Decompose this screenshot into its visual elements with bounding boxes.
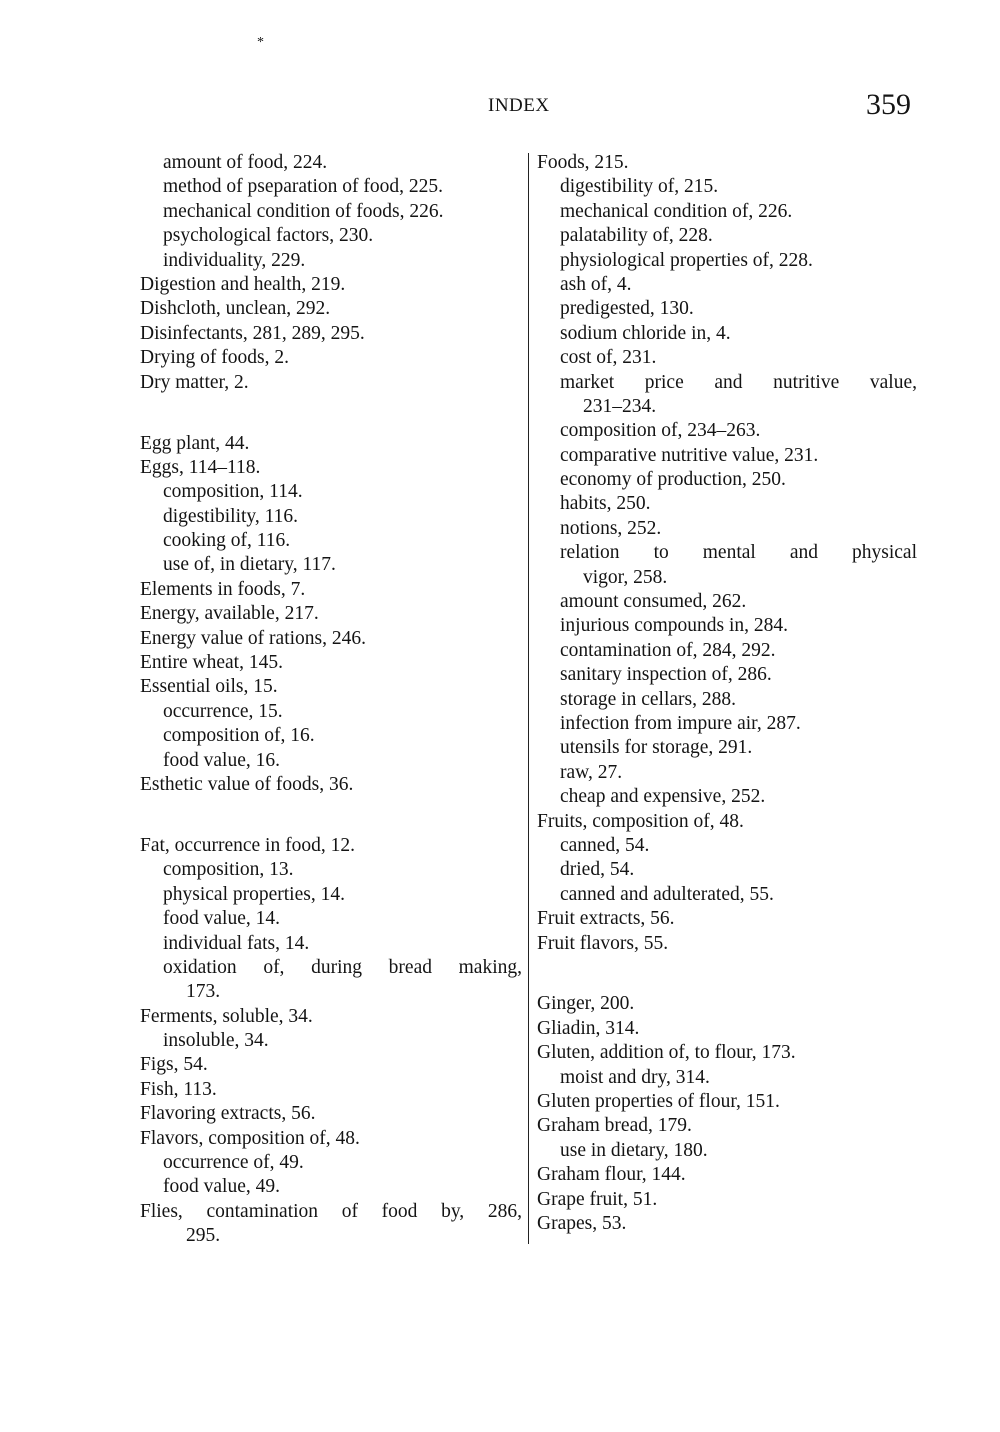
index-entry-continuation: 295. bbox=[186, 1225, 221, 1247]
index-subentry: moist and dry, 314. bbox=[560, 1066, 710, 1088]
index-column-right bbox=[537, 151, 917, 1236]
index-subentry: raw, 27. bbox=[560, 761, 623, 783]
index-entry: Elements in foods, 7. bbox=[140, 578, 306, 600]
index-subentry: food value, 16. bbox=[163, 749, 280, 771]
index-entry: Fruit extracts, 56. bbox=[537, 908, 675, 930]
index-entry: Fruits, composition of, 48. bbox=[537, 810, 744, 832]
index-subentry: composition of, 16. bbox=[163, 725, 315, 747]
index-entry: Drying of foods, 2. bbox=[140, 347, 289, 369]
index-subentry: composition of, 234–263. bbox=[560, 420, 761, 442]
index-subentry: individuality, 229. bbox=[163, 249, 306, 271]
index-entry: Disinfectants, 281, 289, 295. bbox=[140, 322, 365, 344]
section-gap bbox=[140, 395, 522, 432]
index-subentry: food value, 14. bbox=[163, 908, 280, 930]
index-entry: Essential oils, 15. bbox=[140, 676, 278, 698]
index-entry: Graham bread, 179. bbox=[537, 1115, 692, 1137]
index-entry-continuation: vigor, 258. bbox=[583, 566, 668, 588]
section-gap bbox=[140, 797, 522, 834]
index-subentry: contamination of, 284, 292. bbox=[560, 639, 776, 661]
index-subentry: food value, 49. bbox=[163, 1176, 280, 1198]
index-entry: Graham flour, 144. bbox=[537, 1164, 686, 1186]
index-entry: Egg plant, 44. bbox=[140, 432, 250, 454]
index-entry: Grapes, 53. bbox=[537, 1213, 627, 1234]
index-entry: Foods, 215. bbox=[537, 152, 629, 173]
index-entry: Ferments, soluble, 34. bbox=[140, 1005, 313, 1027]
index-subentry: storage in cellars, 288. bbox=[560, 688, 736, 710]
index-entry: Dishcloth, unclean, 292. bbox=[140, 298, 331, 320]
index-subentry: composition, 13. bbox=[163, 859, 294, 881]
index-subentry: canned and adulterated, 55. bbox=[560, 883, 774, 905]
index-subentry: cheap and expensive, 252. bbox=[560, 786, 766, 808]
index-subentry: digestibility of, 215. bbox=[560, 176, 719, 198]
index-subentry: habits, 250. bbox=[560, 493, 651, 515]
index-subentry: oxidation of, during bread making, bbox=[163, 956, 522, 978]
index-subentry: insoluble, 34. bbox=[163, 1030, 269, 1052]
index-entry: Figs, 54. bbox=[140, 1054, 208, 1076]
stray-mark: * bbox=[257, 35, 264, 50]
section-gap bbox=[537, 956, 917, 993]
index-entry: Ginger, 200. bbox=[537, 993, 635, 1015]
index-subentry: palatability of, 228. bbox=[560, 225, 713, 247]
index-entry: Energy, available, 217. bbox=[140, 603, 319, 625]
index-subentry: mechanical condition of foods, 226. bbox=[163, 200, 444, 222]
index-subentry: canned, 54. bbox=[560, 834, 650, 856]
index-subentry: relation to mental and physical bbox=[560, 542, 917, 564]
index-subentry: amount of food, 224. bbox=[163, 152, 328, 173]
index-subentry: cost of, 231. bbox=[560, 347, 657, 369]
index-entry: Eggs, 114–118. bbox=[140, 456, 261, 478]
index-subentry: predigested, 130. bbox=[560, 298, 694, 320]
running-head bbox=[0, 88, 1000, 124]
index-subentry: cooking of, 116. bbox=[163, 530, 291, 552]
index-subentry: economy of production, 250. bbox=[560, 469, 786, 491]
index-subentry: infection from impure air, 287. bbox=[560, 712, 801, 734]
index-subentry: injurious compounds in, 284. bbox=[560, 615, 789, 637]
index-entry: Fruit flavors, 55. bbox=[537, 932, 669, 954]
index-subentry: composition, 114. bbox=[163, 481, 303, 503]
index-subentry: occurrence of, 49. bbox=[163, 1152, 304, 1174]
index-entry: Gliadin, 314. bbox=[537, 1017, 640, 1039]
index-subentry: sodium chloride in, 4. bbox=[560, 322, 731, 344]
index-entry: Fat, occurrence in food, 12. bbox=[140, 834, 355, 856]
index-entry: Fish, 113. bbox=[140, 1078, 217, 1100]
index-subentry: ash of, 4. bbox=[560, 273, 632, 295]
index-subentry: occurrence, 15. bbox=[163, 700, 283, 722]
index-subentry: method of pseparation of food, 225. bbox=[163, 176, 443, 198]
index-subentry: sanitary inspection of, 286. bbox=[560, 664, 772, 686]
index-entry: Grape fruit, 51. bbox=[537, 1188, 658, 1210]
index-entry: Flavoring extracts, 56. bbox=[140, 1103, 316, 1125]
page-number: 359 bbox=[866, 88, 911, 121]
index-subentry: use in dietary, 180. bbox=[560, 1139, 708, 1161]
page-title: INDEX bbox=[488, 95, 550, 116]
index-subentry: digestibility, 116. bbox=[163, 505, 299, 527]
index-column-left bbox=[140, 151, 522, 1249]
index-subentry: utensils for storage, 291. bbox=[560, 737, 753, 759]
index-entry: Entire wheat, 145. bbox=[140, 652, 283, 674]
index-subentry: comparative nutritive value, 231. bbox=[560, 444, 819, 466]
index-entry: Flies, contamination of food by, 286, bbox=[140, 1200, 522, 1222]
index-entry-continuation: 173. bbox=[186, 981, 221, 1003]
index-entry: Dry matter, 2. bbox=[140, 371, 249, 393]
index-entry-continuation: 231–234. bbox=[583, 395, 657, 417]
index-subentry: dried, 54. bbox=[560, 859, 635, 881]
index-subentry: market price and nutritive value, bbox=[560, 371, 917, 393]
column-divider bbox=[528, 153, 529, 1244]
index-subentry: use of, in dietary, 117. bbox=[163, 554, 336, 576]
index-subentry: notions, 252. bbox=[560, 517, 662, 539]
index-entry: Gluten, addition of, to flour, 173. bbox=[537, 1042, 796, 1064]
index-subentry: psychological factors, 230. bbox=[163, 225, 374, 247]
index-entry: Esthetic value of foods, 36. bbox=[140, 773, 354, 795]
index-subentry: amount consumed, 262. bbox=[560, 591, 747, 613]
index-subentry: physiological properties of, 228. bbox=[560, 249, 813, 271]
index-entry: Flavors, composition of, 48. bbox=[140, 1127, 360, 1149]
index-entry: Digestion and health, 219. bbox=[140, 273, 346, 295]
index-subentry: mechanical condition of, 226. bbox=[560, 200, 793, 222]
index-subentry: individual fats, 14. bbox=[163, 932, 310, 954]
index-subentry: physical properties, 14. bbox=[163, 883, 345, 905]
index-entry: Gluten properties of flour, 151. bbox=[537, 1091, 780, 1113]
index-entry: Energy value of rations, 246. bbox=[140, 627, 367, 649]
